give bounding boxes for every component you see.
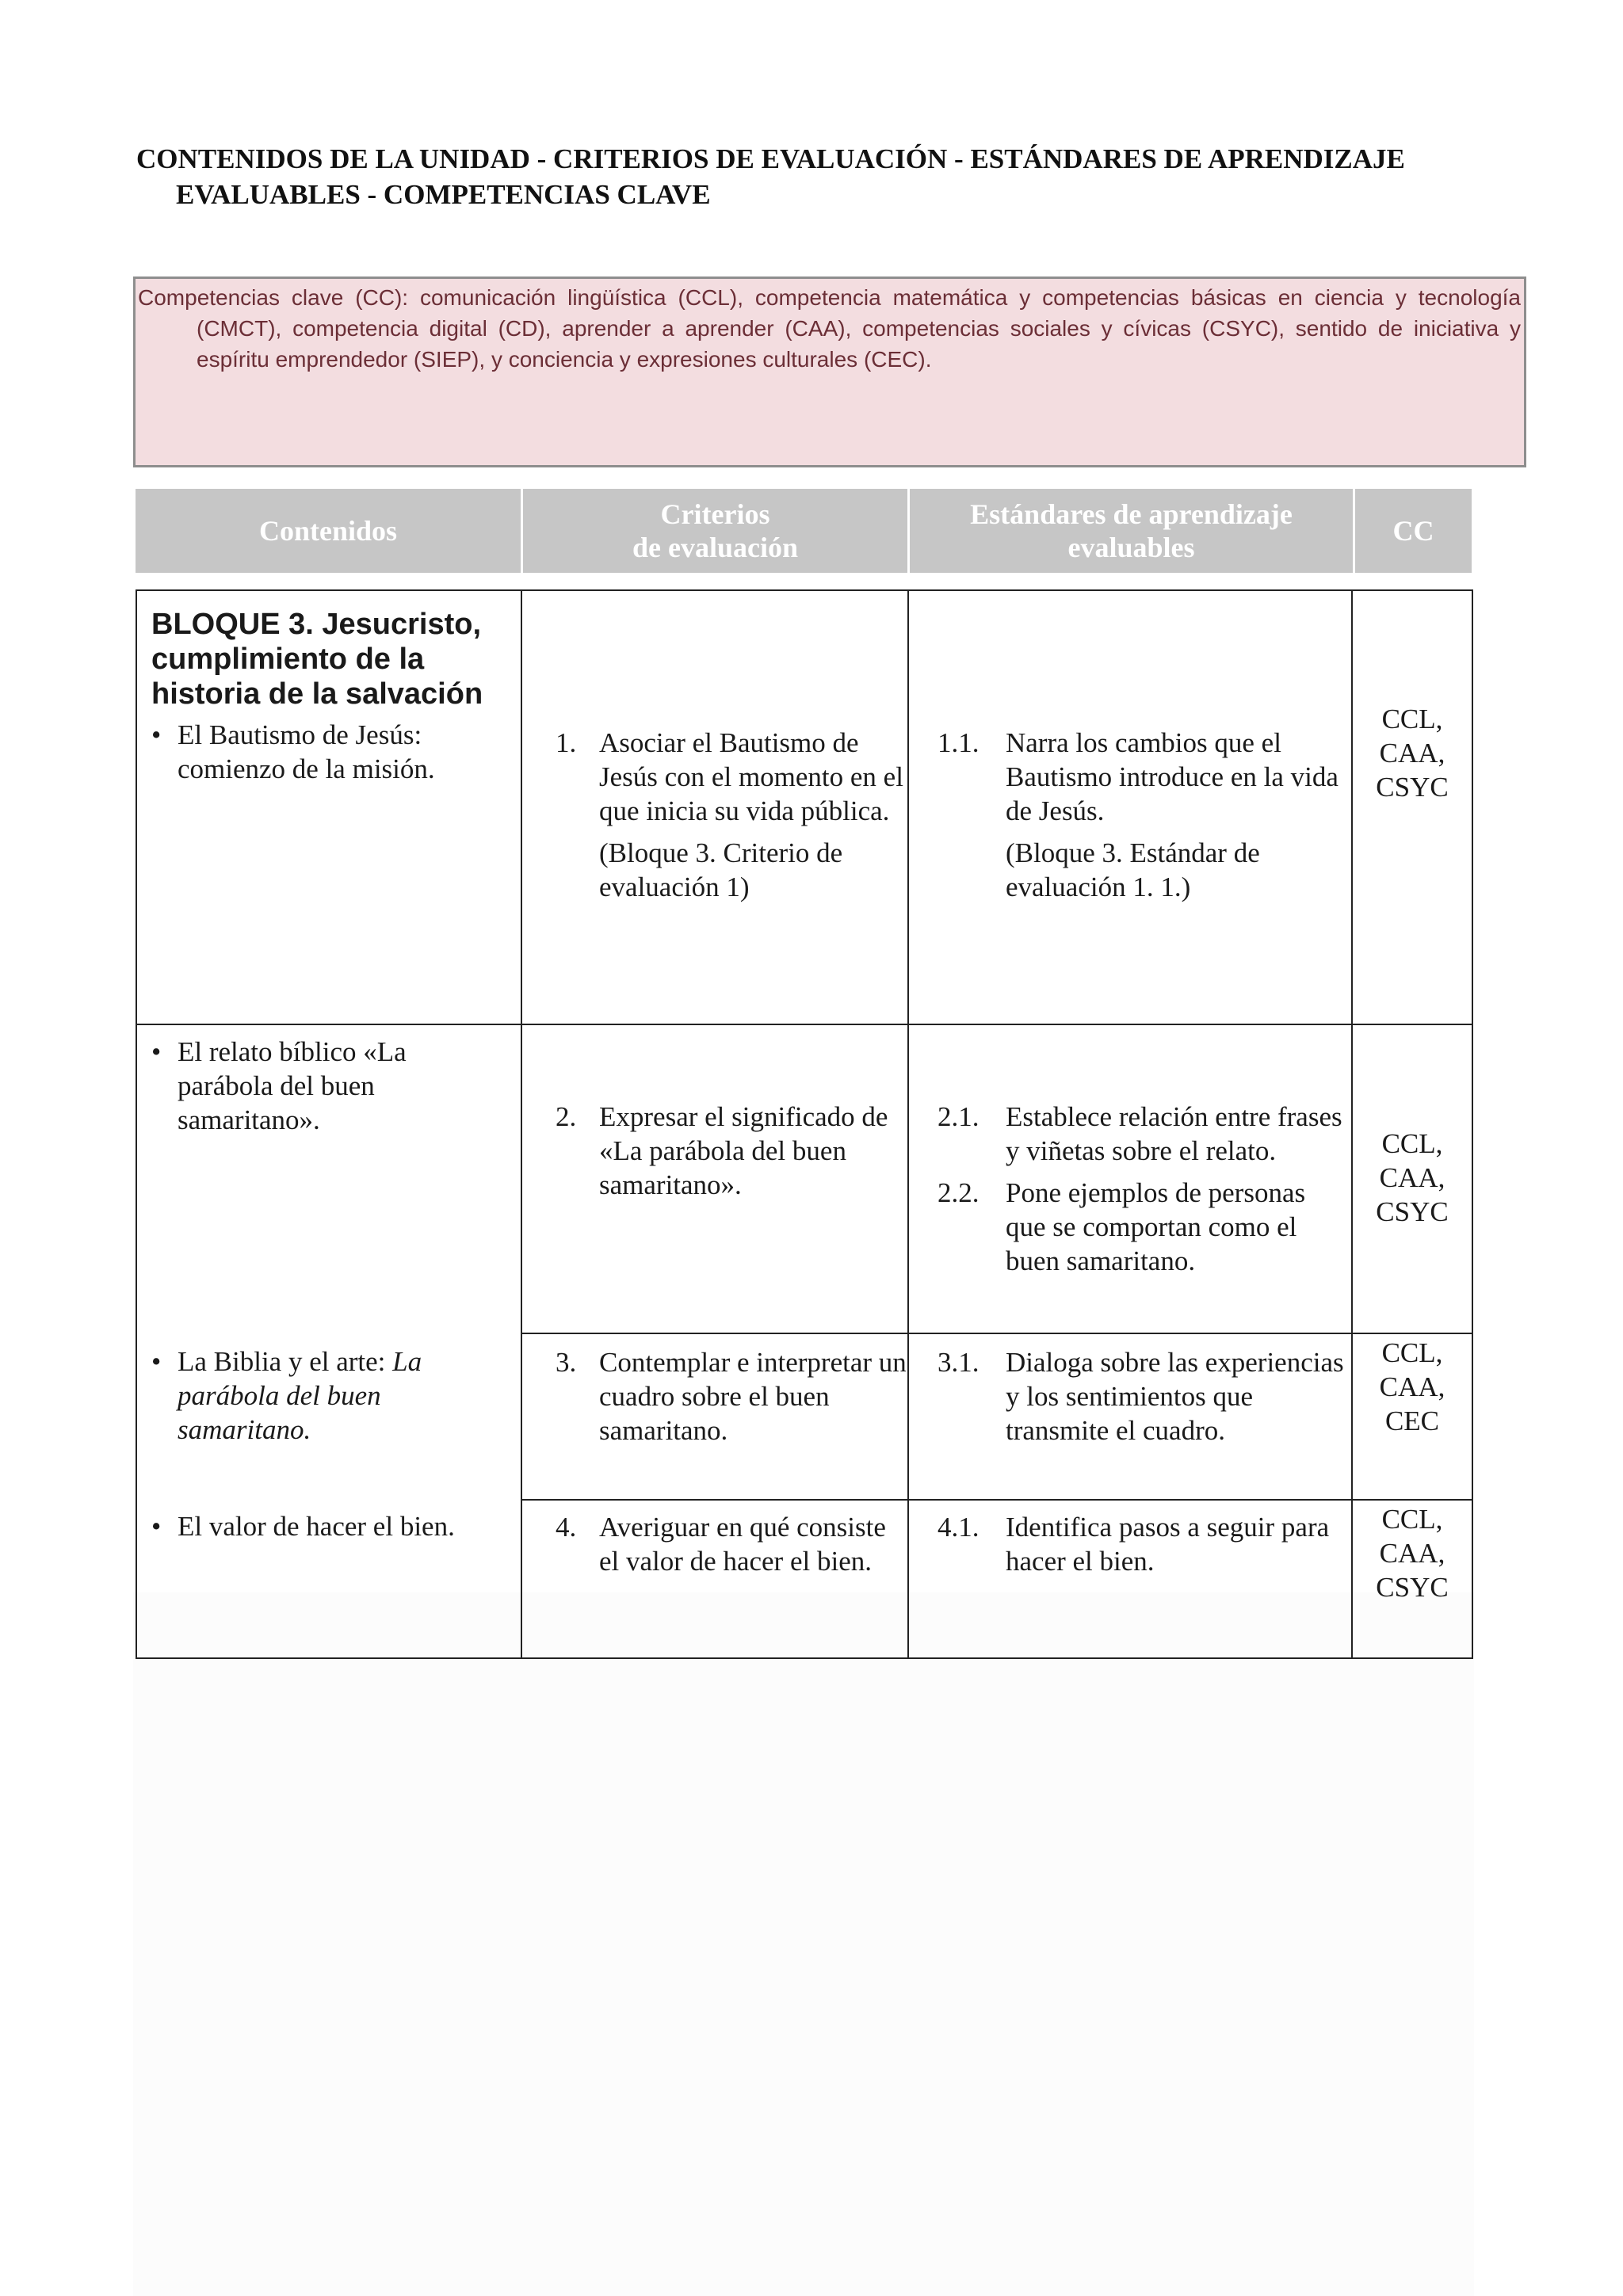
cc-code: CAA, bbox=[1379, 1371, 1445, 1402]
contenido-item bbox=[151, 1344, 506, 1447]
estandar-item bbox=[909, 1176, 1351, 1278]
table-row bbox=[136, 590, 1472, 1024]
table-row bbox=[136, 1333, 1472, 1500]
cc-cell bbox=[1352, 590, 1472, 1024]
header-criterios-line-1: Criterios bbox=[660, 498, 770, 530]
table-row bbox=[136, 1500, 1472, 1658]
cc-cell bbox=[1352, 1333, 1472, 1500]
header-criterios-line-2: de evaluación bbox=[632, 532, 798, 563]
cc-code: CEC bbox=[1384, 1405, 1440, 1436]
criterio-number: 1. bbox=[556, 727, 577, 758]
criterio-cell bbox=[521, 590, 908, 1024]
estandar-number: 2.2. bbox=[938, 1177, 980, 1208]
header-contenidos-label: Contenidos bbox=[258, 515, 398, 547]
header-contenidos bbox=[136, 489, 521, 573]
header-estandares-line-2: evaluables bbox=[1067, 532, 1195, 563]
cc-cell bbox=[1352, 1500, 1472, 1658]
criterio-cell bbox=[521, 1024, 908, 1333]
contenidos-cell bbox=[136, 1500, 521, 1658]
estandar-cell bbox=[908, 1333, 1352, 1500]
estandar-item bbox=[909, 1510, 1351, 1578]
cc-cell bbox=[1352, 1024, 1472, 1333]
header-estandares-line-1: Estándares de aprendizaje bbox=[970, 498, 1293, 530]
contenido-text: La Biblia y el arte: bbox=[178, 1346, 393, 1377]
estandar-number: 4.1. bbox=[938, 1512, 980, 1543]
criterio-text: Contemplar e interpretar un cuadro sobre el buen samaritano. bbox=[599, 1347, 907, 1446]
cc-code: CCL, bbox=[1381, 1128, 1443, 1159]
cc-code: CCL, bbox=[1381, 704, 1443, 734]
page-title bbox=[136, 141, 1531, 212]
estandar-text: Dialoga sobre las experiencias y los sentimientos que transmite el cuadro. bbox=[1006, 1347, 1344, 1446]
estandar-text: Narra los cambios que el Bautismo introduce en la vida de Jesús. bbox=[1006, 727, 1338, 826]
criterio-cell bbox=[521, 1500, 908, 1658]
contenido-item: • El relato bíblico «La parábola del buen samaritano». bbox=[151, 1035, 506, 1137]
estandar-item bbox=[909, 1345, 1351, 1447]
estandar-number: 1.1. bbox=[938, 727, 980, 758]
curriculum-table bbox=[136, 589, 1473, 1659]
cc-code: CCL, bbox=[1381, 1337, 1443, 1368]
estandar-item bbox=[909, 726, 1351, 828]
page-title-line-2: EVALUABLES - COMPETENCIAS CLAVE bbox=[176, 179, 711, 210]
criterio-item bbox=[522, 726, 907, 828]
contenidos-cell bbox=[136, 1333, 521, 1500]
cc-code: CSYC bbox=[1376, 772, 1449, 803]
criterio-text: Averiguar en qué consiste el valor de hacer el bien. bbox=[599, 1512, 886, 1577]
estandar-text: Establece relación entre frases y viñetas sobre el relato. bbox=[1006, 1101, 1342, 1166]
criterio-item bbox=[522, 1345, 907, 1447]
table-row bbox=[136, 1024, 1472, 1333]
competencias-clave-text: Competencias clave (CC): comunicación lingüística (CCL), competencia matemática y competencias básicas en ciencia y tecnología (CMCT), competencia digital (CD), aprender a aprender (CAA), competencias sociales y cívicas (CSYC), sentido de iniciativa y espíritu emprendedor (SIEP), y conciencia y expresiones culturales (CEC). bbox=[138, 285, 1521, 372]
criterio-text: Asociar el Bautismo de Jesús con el momento en el que inicia su vida pública. bbox=[599, 727, 903, 826]
header-cc bbox=[1355, 489, 1472, 573]
estandar-cell bbox=[908, 1500, 1352, 1658]
estandar-reference: (Bloque 3. Estándar de evaluación 1. 1.) bbox=[1006, 837, 1260, 902]
contenidos-cell bbox=[136, 590, 521, 1024]
cc-code: CSYC bbox=[1376, 1572, 1449, 1603]
cc-code: CAA, bbox=[1379, 1538, 1445, 1569]
criterio-item bbox=[522, 1510, 907, 1578]
contenidos-cell bbox=[136, 1024, 521, 1333]
criterio-reference: (Bloque 3. Criterio de evaluación 1) bbox=[599, 837, 843, 902]
estandar-text: Pone ejemplos de personas que se comportan como el buen samaritano. bbox=[1006, 1177, 1306, 1276]
cc-code: CSYC bbox=[1376, 1196, 1449, 1227]
header-criterios bbox=[523, 489, 907, 573]
criterio-number: 3. bbox=[556, 1347, 577, 1378]
contenido-italic-text: La parábola del buen samaritano. bbox=[178, 1346, 422, 1445]
cc-code: CCL, bbox=[1381, 1504, 1443, 1535]
cc-code: CAA, bbox=[1379, 1162, 1445, 1193]
estandar-number: 2.1. bbox=[938, 1101, 980, 1132]
page-background-shade bbox=[133, 1592, 1474, 2296]
criterio-cell bbox=[521, 1333, 908, 1500]
header-estandares bbox=[910, 489, 1353, 573]
page-title-line-1: CONTENIDOS DE LA UNIDAD - CRITERIOS DE EVALUACIÓN - ESTÁNDARES DE APRENDIZAJE bbox=[136, 143, 1405, 174]
estandar-text: Identifica pasos a seguir para hacer el bien. bbox=[1006, 1512, 1330, 1577]
criterio-number: 4. bbox=[556, 1512, 577, 1543]
estandar-number: 3.1. bbox=[938, 1347, 980, 1378]
criterio-item bbox=[522, 1100, 907, 1202]
criterio-text: Expresar el significado de «La parábola del buen samaritano». bbox=[599, 1101, 888, 1200]
criterio-number: 2. bbox=[556, 1101, 577, 1132]
estandar-item bbox=[909, 1100, 1351, 1168]
estandar-cell bbox=[908, 1024, 1352, 1333]
header-cc-label: CC bbox=[1392, 515, 1434, 547]
competencias-clave-box bbox=[133, 277, 1526, 467]
contenido-item: • El Bautismo de Jesús: comienzo de la misión. bbox=[151, 718, 506, 786]
estandar-cell bbox=[908, 590, 1352, 1024]
contenido-item: • El valor de hacer el bien. bbox=[151, 1509, 506, 1543]
bloque-title: BLOQUE 3. Jesucristo, cumplimiento de la historia de la salvación bbox=[151, 608, 483, 711]
cc-code: CAA, bbox=[1379, 738, 1445, 769]
